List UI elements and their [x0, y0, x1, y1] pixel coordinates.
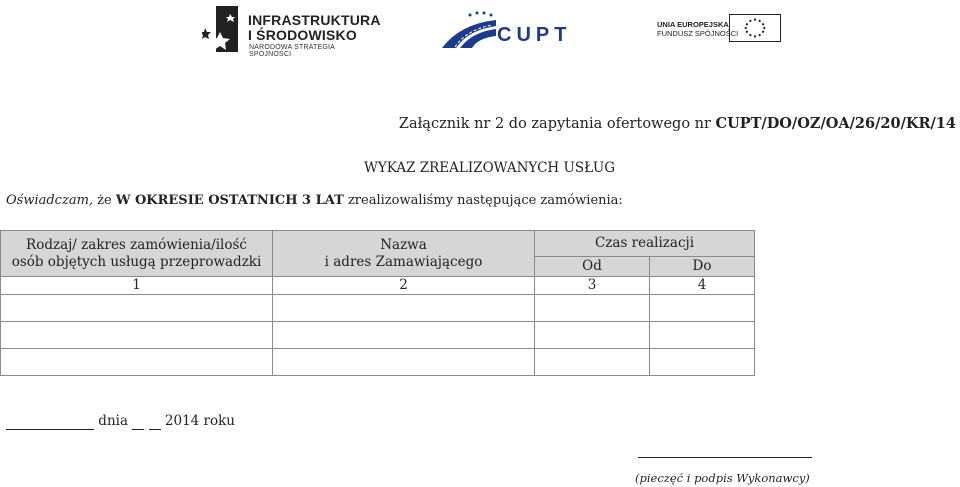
annex-prefix: Załącznik nr 2 do zapytania ofertowego nr: [398, 116, 716, 132]
column-number: 4: [650, 277, 755, 295]
logo-infrastruktura-line3: NARODOWA STRATEGIA SPÓJNOŚCI: [249, 44, 335, 58]
header-from: Od: [535, 257, 650, 277]
eu-logo: [655, 14, 785, 44]
logo-infrastruktura-line2: I ŚRODOWISKO: [248, 27, 357, 43]
table-row: [1, 322, 755, 349]
column-number: 2: [273, 277, 535, 295]
column-number: 1: [1, 277, 273, 295]
header-period: Czas realizacji: [535, 231, 755, 257]
column-number: 3: [535, 277, 650, 295]
header-service-type-line1: Rodzaj/ zakres zamówienia/ilość: [26, 236, 247, 253]
logo-bar: [0, 0, 960, 60]
table-cell[interactable]: [650, 349, 755, 376]
header-to: Do: [650, 257, 755, 277]
services-table: [0, 230, 755, 376]
table-cell[interactable]: [650, 295, 755, 322]
document-title: WYKAZ ZREALIZOWANYCH USŁUG: [364, 160, 616, 176]
declaration-text: [6, 193, 623, 208]
table-cell[interactable]: [273, 295, 535, 322]
place-blank: [6, 413, 94, 430]
table-cell[interactable]: [535, 295, 650, 322]
header-service-type: [1, 231, 273, 277]
table-row: [1, 295, 755, 322]
place-date-line: [6, 413, 235, 430]
logo-infrastruktura-line1: INFRASTRUKTURA: [248, 12, 381, 28]
table-cell[interactable]: [1, 349, 273, 376]
header-client-line2: i adres Zamawiającego: [324, 253, 483, 270]
eu-flag-icon: [729, 14, 781, 42]
table-cell[interactable]: [650, 322, 755, 349]
road-emblem-icon: [440, 10, 500, 50]
header-client: [273, 231, 535, 277]
header-client-line1: Nazwa: [380, 236, 427, 253]
day-blank: [132, 413, 144, 430]
cupt-logo: [440, 10, 572, 50]
table-row: [1, 349, 755, 376]
table-cell[interactable]: [535, 322, 650, 349]
declaration-part2: zrealizowaliśmy następujące zamówienia:: [343, 193, 623, 208]
signature-line: [638, 457, 812, 458]
infrastruktura-logo: [202, 4, 381, 58]
date-year: 2014 roku: [164, 413, 235, 429]
signature-label: (pieczęć i podpis Wykonawcy): [635, 471, 810, 485]
column-number-row: [1, 277, 755, 295]
eu-logo-line2: FUNDUSZ SPÓJNOŚCI: [657, 29, 739, 38]
declaration-emphasis: W OKRESIE OSTATNICH 3 LAT: [115, 193, 344, 208]
header-service-type-line2: osób objętych usługą przeprowadzki: [11, 253, 262, 270]
table-cell[interactable]: [273, 349, 535, 376]
declaration-part1: że: [93, 193, 116, 208]
table-cell[interactable]: [1, 295, 273, 322]
eu-logo-line1: UNIA EUROPEJSKA: [657, 20, 729, 29]
star-emblem-icon: [202, 4, 242, 54]
month-blank: [149, 413, 161, 430]
table-cell[interactable]: [1, 322, 273, 349]
declaration-lead: Oświadczam,: [6, 193, 94, 208]
table-cell[interactable]: [273, 322, 535, 349]
cupt-logo-text: CUPT: [497, 24, 572, 46]
annex-number: CUPT/DO/OZ/OA/26/20/KR/14: [715, 115, 956, 132]
table-cell[interactable]: [535, 349, 650, 376]
annex-reference: [399, 115, 956, 132]
date-word: dnia: [98, 413, 128, 429]
